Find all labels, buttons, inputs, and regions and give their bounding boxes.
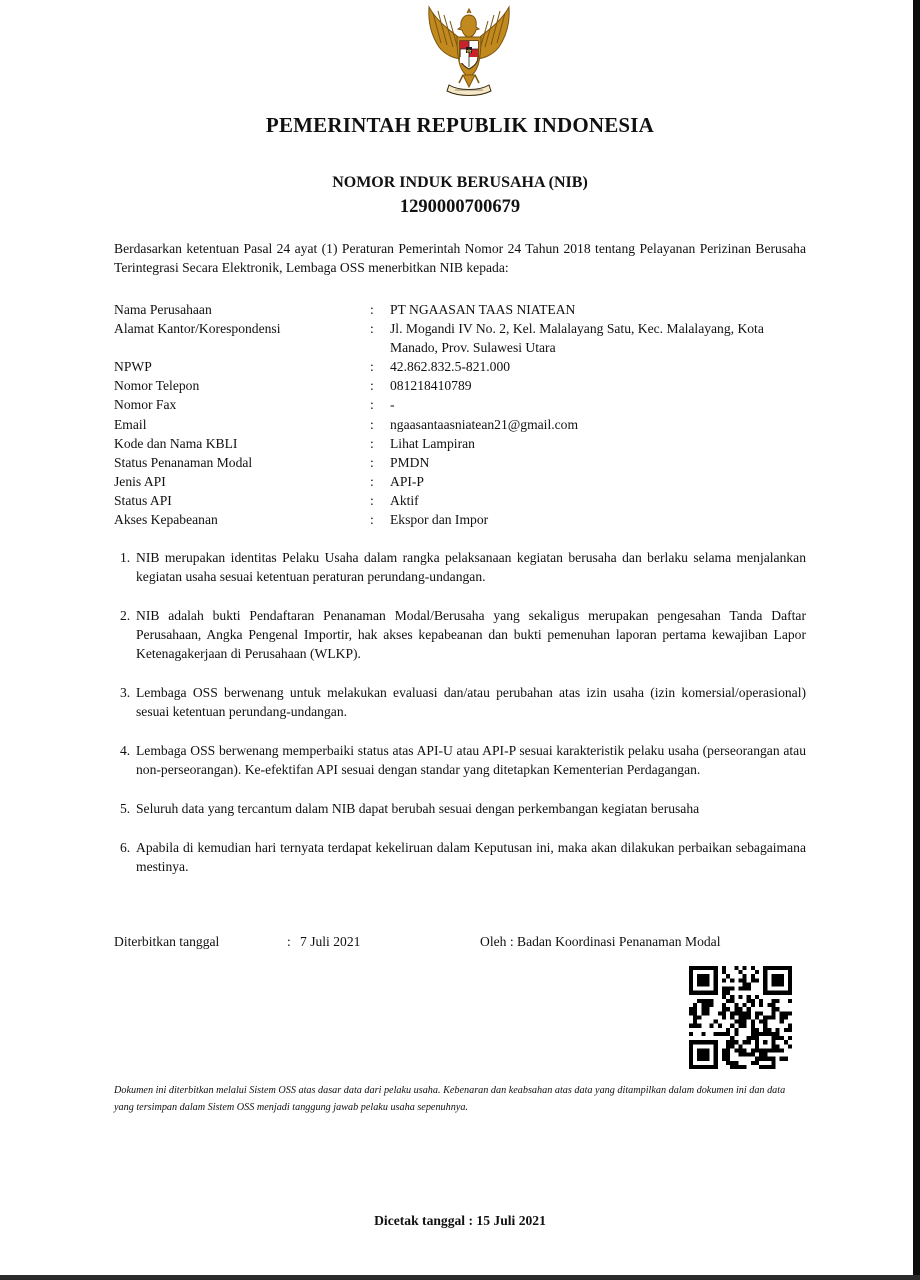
field-address [114,319,806,357]
qr-code-icon [689,966,792,1069]
field-customs-access [114,510,806,529]
note-text: NIB adalah bukti Pendaftaran Penanaman Modal/Berusaha yang sekaligus merupakan pengesahan Tanda Daftar Perusahaan, Angka Pengenal Importir, hak akses kepabeanan dan bukti pemenuhan laporan pertama kewajiban Lapor Ketenagakerjaan di Perusahaan (WLKP). [136,608,806,661]
field-npwp [114,357,806,376]
government-title: PEMERINTAH REPUBLIK INDONESIA [265,113,655,137]
field-value: API-P [390,473,424,489]
field-colon: : [370,512,374,528]
list-item [120,741,806,779]
field-company-name [114,300,806,319]
list-item [120,838,806,876]
printed-date: Dicetak tanggal : 15 Juli 2021 [374,1213,546,1228]
page-edge-right [913,0,920,1280]
issued-date: 7 Juli 2021 [300,934,361,949]
note-number: 5. [120,801,131,816]
note-text: NIB merupakan identitas Pelaku Usaha dalam rangka pelaksanaan kegiatan berusaha dan berlaku selama menjalankan kegiatan usaha sesuai ketentuan peraturan perundang-undangan. [136,550,806,584]
issued-date-colon: : [287,934,291,949]
intro-paragraph: Berdasarkan ketentuan Pasal 24 ayat (1) Peraturan Pemerintah Nomor 24 Tahun 2018 tentang Pelayanan Perizinan Berusaha Terintegrasi Secara Elektronik, Lembaga OSS menerbitkan NIB kepada: [114,241,806,275]
field-colon: : [370,378,374,394]
field-value: 42.862.832.5-821.000 [390,359,511,375]
field-colon: : [370,435,374,451]
note-number: 1. [120,550,131,565]
field-value: 081218410789 [390,378,472,394]
field-colon: : [370,416,374,432]
field-phone [114,376,806,395]
field-label: Status Penanaman Modal [114,454,253,470]
field-api-type [114,472,806,491]
list-item [120,548,806,586]
field-value: Lihat Lampiran [390,435,475,451]
note-number: 6. [120,840,131,855]
nib-number: 1290000700679 [399,197,521,217]
field-value: PMDN [390,454,430,470]
field-label: Nomor Telepon [114,378,200,394]
field-kbli [114,434,806,453]
field-colon: : [370,397,374,413]
field-colon: : [370,302,374,317]
field-label: Email [114,416,147,432]
field-email [114,415,806,434]
field-label: Nomor Fax [114,397,177,413]
field-label: Kode dan Nama KBLI [114,435,238,451]
field-label: NPWP [114,359,152,375]
field-investment-status [114,453,806,472]
field-api-status [114,491,806,510]
document-title: NOMOR INDUK BERUSAHA (NIB) [332,174,588,191]
note-text: Lembaga OSS berwenang untuk melakukan evaluasi dan/atau perubahan atas izin usaha (izin komersial/operasional) sesuai ketentuan perundang-undangan. [136,685,806,719]
company-details [114,300,806,529]
field-label: Akses Kepabeanan [114,512,218,528]
disclaimer: Dokumen ini diterbitkan melalui Sistem OSS atas dasar data dari pelaku usaha. Kebenaran dan keabsahan atas data yang ditampilkan dalam dokumen ini dan data yang tersimpan dalam Sistem OSS menjadi tanggung jawab pelaku usaha sepenuhnya. [114,1085,786,1113]
field-label: Nama Perusahaan [114,302,212,317]
field-value: Ekspor dan Impor [390,512,489,528]
field-colon: : [370,454,374,470]
field-colon: : [370,492,374,508]
field-value: PT NGAASAN TAAS NIATEAN [390,302,576,317]
field-label: Jenis API [114,473,166,489]
list-item [120,799,806,818]
note-text: Lembaga OSS berwenang memperbaiki status atas API-U atau API-P sesuai karakteristik pelaku usaha (perseorangan atau non-perseorangan). Ke-efektifan API sesuai dengan standar yang ditetapkan Kementerian Perdagangan. [136,743,806,777]
notes-list [120,548,806,876]
note-text: Apabila di kemudian hari ternyata terdapat kekeliruan dalam Keputusan ini, maka akan dilakukan perbaikan sebagaimana mestinya. [136,840,806,874]
note-number: 4. [120,743,131,758]
list-item [120,683,806,721]
field-value: - [390,397,395,413]
garuda-emblem-icon [425,3,513,98]
field-label: Alamat Kantor/Korespondensi [114,321,281,337]
field-colon: : [370,321,374,337]
note-text: Seluruh data yang tercantum dalam NIB dapat berubah sesuai dengan perkembangan kegiatan berusaha [136,801,700,816]
field-value: Aktif [390,492,419,508]
issuer: Oleh : Badan Koordinasi Penanaman Modal [480,934,721,949]
field-fax [114,395,806,414]
issued-date-label: Diterbitkan tanggal [114,934,220,949]
list-item [120,606,806,663]
page-edge-bottom [0,1275,920,1280]
field-value: ngaasantaasniatean21@gmail.com [390,416,579,432]
field-colon: : [370,473,374,489]
field-value: Jl. Mogandi IV No. 2, Kel. Malalayang Satu, Kec. Malalayang, Kota Manado, Prov. Sulawesi Utara [390,321,764,356]
note-number: 3. [120,685,131,700]
field-colon: : [370,359,374,375]
note-number: 2. [120,608,131,623]
field-label: Status API [114,492,172,508]
